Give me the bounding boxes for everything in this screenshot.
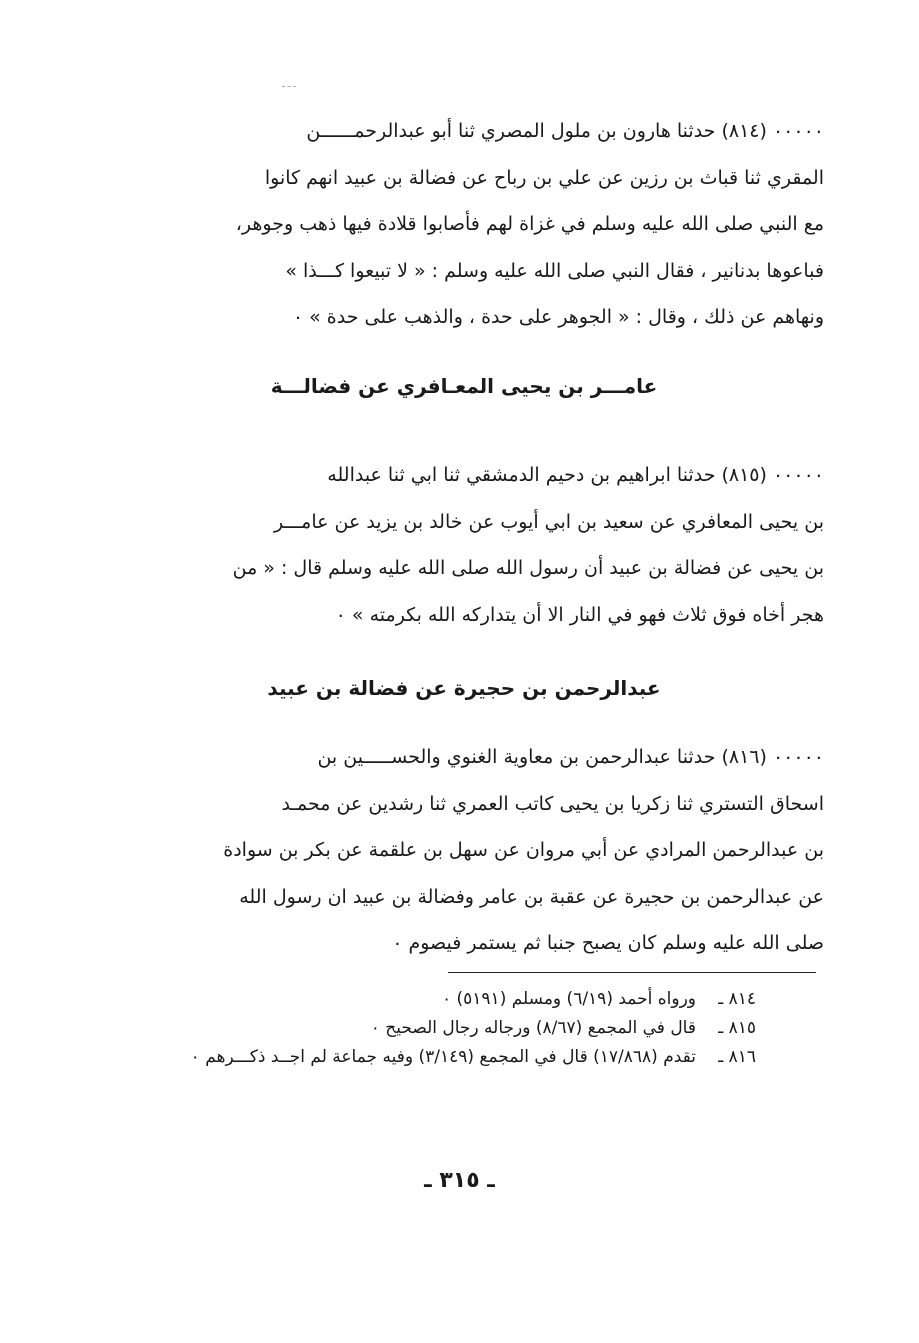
text-line: صلى الله عليه وسلم كان يصبح جنبا ثم يستمر فيصوم ٠: [392, 932, 824, 954]
footnote-816: [104, 1043, 756, 1072]
hadith-814: [104, 108, 824, 341]
hadith-815: [104, 452, 824, 638]
footnote-number: ٨١٦ ـ: [718, 1047, 756, 1067]
footnote-815: [104, 1014, 756, 1043]
footnotes: [104, 985, 756, 1072]
text-line: فباعوها بدنانير ، فقال النبي صلى الله عليه وسلم : « لا تبيعوا كـــذا »: [285, 259, 824, 282]
text-line: ٠٠٠٠٠ (٨١٦) حدثنا عبدالرحمن بن معاوية الغنوي والحســـــين بن: [317, 746, 824, 768]
text-line: المقري ثنا قباث بن رزين عن علي بن رباح عن فضالة بن عبيد انهم كانوا: [264, 166, 824, 189]
footnote-text: ورواه أحمد (٦/١٩) ومسلم (٥١٩١) ٠: [441, 989, 696, 1009]
text-line: بن يحيى المعافري عن سعيد بن ابي أيوب عن خالد بن يزيد عن عامـــر: [273, 510, 824, 533]
text-line: ٠٠٠٠٠ (٨١٤) حدثنا هارون بن ملول المصري ثنا أبو عبدالرحمــــــن: [306, 120, 824, 142]
text-line: ونهاهم عن ذلك ، وقال : « الجوهر على حدة ، والذهب على حدة » ٠: [292, 306, 824, 328]
footnote-814: [104, 985, 756, 1014]
section-heading-amer: عامـــر بن يحيى المعـافري عن فضالـــة: [270, 374, 658, 398]
text-line: بن عبدالرحمن المرادي عن أبي مروان عن سهل بن علقمة عن بكر بن سوادة: [223, 839, 824, 861]
hadith-816: [104, 734, 824, 967]
footnote-number: ٨١٤ ـ: [718, 989, 756, 1009]
text-line: هجر أخاه فوق ثلاث فهو في النار الا أن يتداركه الله بكرمته » ٠: [335, 603, 824, 626]
text-line: مع النبي صلى الله عليه وسلم في غزاة لهم فأصابوا قلادة فيها ذهب وجوهر،: [235, 213, 824, 235]
page-number: ـ ٣١٥ ـ: [424, 1168, 495, 1193]
section-heading-abdulrahman: عبدالرحمن بن حجيرة عن فضالة بن عبيد: [267, 676, 661, 700]
footnote-text: تقدم (١٧/٨٦٨) قال في المجمع (٣/١٤٩) وفيه جماعة لم اجــد ذكـــرهم ٠: [190, 1047, 696, 1067]
footnote-number: ٨١٥ ـ: [718, 1018, 756, 1038]
text-line: عن عبدالرحمن بن حجيرة عن عقبة بن عامر وفضالة بن عبيد ان رسول الله: [239, 885, 824, 908]
text-line: اسحاق التستري ثنا زكريا بن يحيى كاتب العمري ثنا رشدين عن محمـد: [281, 792, 824, 815]
top-mark: [282, 86, 296, 87]
footnote-text: قال في المجمع (٨/٦٧) ورجاله رجال الصحيح ٠: [370, 1018, 696, 1038]
text-line: بن يحيى عن فضالة بن عبيد أن رسول الله صلى الله عليه وسلم قال : « من: [232, 557, 824, 579]
footnote-divider: [448, 972, 816, 973]
text-line: ٠٠٠٠٠ (٨١٥) حدثنا ابراهيم بن دحيم الدمشقي ثنا ابي ثنا عبدالله: [327, 464, 824, 486]
